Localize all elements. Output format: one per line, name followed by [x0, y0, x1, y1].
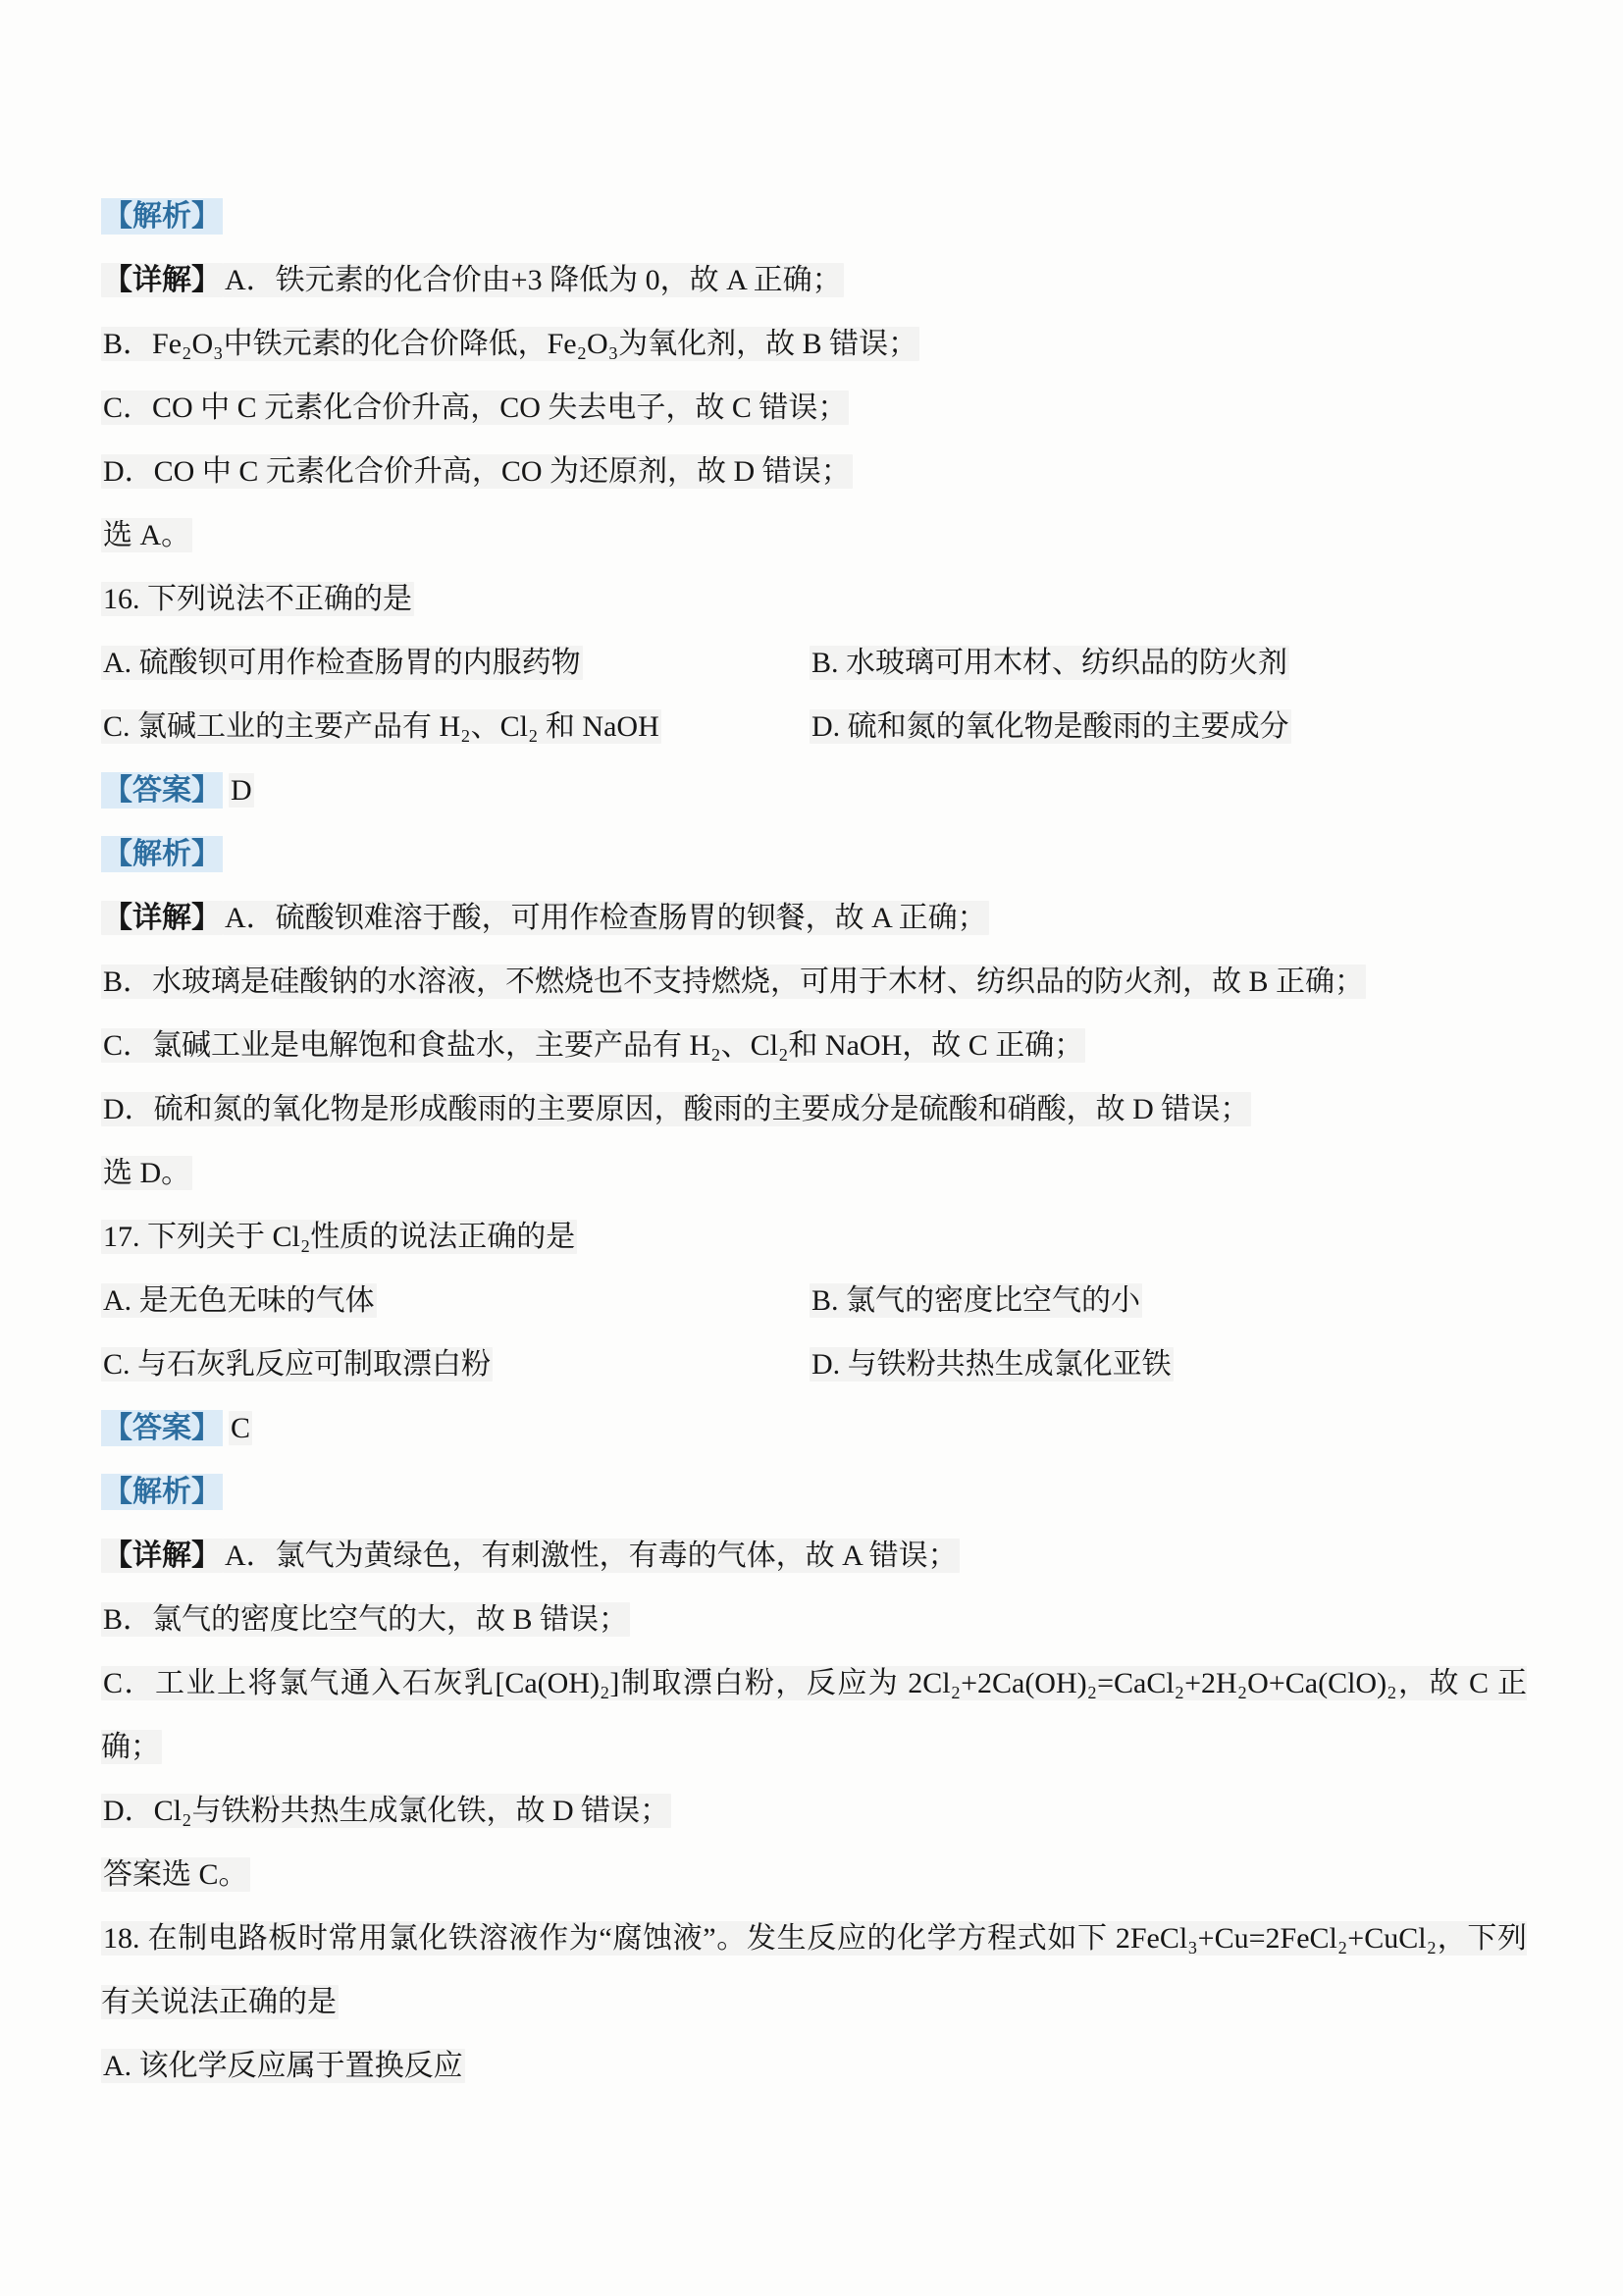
q16-detail-line-c: C．氯碱工业是电解饱和食盐水，主要产品有 H₂、Cl₂和 NaOH，故 C 正确；: [103, 1029, 1084, 1062]
q17-detail-line-b: B．氯气的密度比空气的大，故 B 错误；: [103, 1603, 629, 1636]
q17-option-c: C. 与石灰乳反应可制取漂白粉: [103, 1348, 492, 1381]
analysis-label: 【解析】: [103, 200, 221, 233]
q17-option-a: A. 是无色无味的气体: [103, 1284, 375, 1317]
q15-detail-line-a: [101, 248, 1527, 312]
q15-conclusion: 选 A。: [103, 519, 191, 551]
q17-answer-value: C: [231, 1412, 251, 1444]
q16-conclusion: 选 D。: [103, 1157, 191, 1189]
q17-options-row-2: [101, 1332, 1527, 1396]
q17-option-d: D. 与铁粉共热生成氯化亚铁: [812, 1348, 1172, 1381]
detail-label: 【详解】: [103, 264, 221, 296]
q18-stem: 18. 在制电路板时常用氯化铁溶液作为“腐蚀液”。发生反应的化学方程式如下 2FeCl₃+Cu=2FeCl₂+CuCl₂，下列有关说法正确的是: [101, 1922, 1527, 2018]
q15-detail-line-d: D．CO 中 C 元素化合价升高，CO 为还原剂，故 D 错误；: [103, 455, 851, 488]
q17-options-row-1: [101, 1269, 1527, 1332]
q15-analysis-line: [101, 184, 1527, 248]
q16-stem: 16. 下列说法不正确的是: [103, 583, 412, 615]
q15-detail-line-c: C．CO 中 C 元素化合价升高，CO 失去电子，故 C 错误；: [103, 391, 848, 424]
q17-detail-line-c: C．工业上将氯气通入石灰乳[Ca(OH)₂]制取漂白粉，反应为 2Cl₂+2Ca(OH)₂=CaCl₂+2H₂O+Ca(ClO)₂，故 C 正确；: [101, 1667, 1527, 1763]
q17-option-b: B. 氯气的密度比空气的小: [812, 1284, 1141, 1317]
q17-detail-line-d: D．Cl₂与铁粉共热生成氯化铁，故 D 错误；: [103, 1795, 670, 1827]
q16-answer-line: [101, 758, 1527, 822]
q17-detail-a-text: A．氯气为黄绿色，有刺激性，有毒的气体，故 A 错误；: [225, 1539, 958, 1572]
q17-stem: 17. 下列关于 Cl₂性质的说法正确的是: [103, 1221, 576, 1253]
detail-label: 【详解】: [103, 1539, 221, 1572]
q16-detail-line-a: [101, 886, 1527, 950]
q15-detail-line-b: B．Fe₂O₃中铁元素的化合价降低，Fe₂O₃为氧化剂，故 B 错误；: [103, 328, 918, 360]
q16-option-b: B. 水玻璃可用木材、纺织品的防火剂: [812, 647, 1288, 679]
q16-answer-value: D: [231, 774, 252, 807]
q17-analysis-line: [101, 1460, 1527, 1524]
answer-label: 【答案】: [103, 1412, 221, 1444]
q16-detail-line-d: D．硫和氮的氧化物是形成酸雨的主要原因，酸雨的主要成分是硫酸和硝酸，故 D 错误；: [103, 1093, 1250, 1125]
q16-option-d: D. 硫和氮的氧化物是酸雨的主要成分: [812, 710, 1289, 743]
q16-detail-line-b: B．水玻璃是硅酸钠的水溶液，不燃烧也不支持燃烧，可用于木材、纺织品的防火剂，故 B 正确；: [103, 965, 1365, 998]
q16-options-row-2: [101, 695, 1527, 758]
q16-option-a: A. 硫酸钡可用作检查肠胃的内服药物: [103, 647, 581, 679]
q15-detail-a-text: A．铁元素的化合价由+3 降低为 0，故 A 正确；: [225, 264, 842, 296]
q16-analysis-line: [101, 822, 1527, 886]
q17-detail-line-a: [101, 1524, 1527, 1588]
q16-detail-a-text: A．硫酸钡难溶于酸，可用作检查肠胃的钡餐，故 A 正确；: [225, 902, 987, 934]
q16-option-c: C. 氯碱工业的主要产品有 H₂、Cl₂ 和 NaOH: [103, 710, 659, 743]
analysis-label: 【解析】: [103, 838, 221, 870]
q16-options-row-1: [101, 631, 1527, 695]
detail-label: 【详解】: [103, 902, 221, 934]
q17-conclusion: 答案选 C。: [103, 1858, 248, 1891]
q18-option-a: A. 该化学反应属于置换反应: [103, 2050, 463, 2082]
q17-answer-line: [101, 1396, 1527, 1460]
answer-label: 【答案】: [103, 774, 221, 807]
analysis-label: 【解析】: [103, 1476, 221, 1508]
